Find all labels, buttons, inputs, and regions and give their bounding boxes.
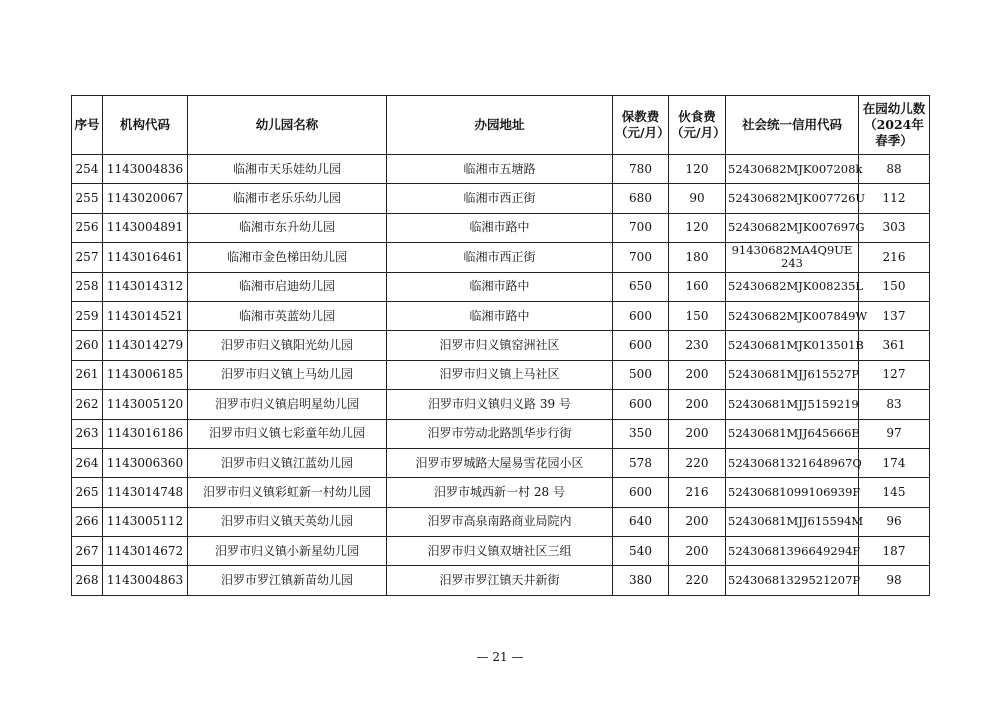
cell-credit: 52430682MJK007208k <box>726 155 859 184</box>
table-row <box>72 331 930 360</box>
cell-org-code: 1143004891 <box>103 213 188 242</box>
cell-children: 88 <box>859 155 930 184</box>
cell-tuition: 540 <box>613 537 669 566</box>
table-row <box>72 419 930 448</box>
cell-name: 汨罗市归义镇天英幼儿园 <box>188 507 387 536</box>
cell-address: 汨罗市劳动北路凯华步行街 <box>387 419 613 448</box>
cell-seq: 256 <box>72 213 103 242</box>
cell-org-code: 1143014672 <box>103 537 188 566</box>
cell-org-code: 1143020067 <box>103 184 188 213</box>
cell-meal: 220 <box>669 566 726 595</box>
cell-org-code: 1143004836 <box>103 155 188 184</box>
cell-seq: 264 <box>72 448 103 477</box>
cell-meal: 150 <box>669 301 726 330</box>
cell-name: 汨罗市归义镇彩虹新一村幼儿园 <box>188 478 387 507</box>
table-row <box>72 184 930 213</box>
cell-org-code: 1143016186 <box>103 419 188 448</box>
cell-meal: 200 <box>669 419 726 448</box>
cell-name: 汨罗市归义镇小新星幼儿园 <box>188 537 387 566</box>
table-row <box>72 507 930 536</box>
header-seq: 序号 <box>72 96 103 155</box>
cell-tuition: 650 <box>613 272 669 301</box>
cell-address: 汨罗市城西新一村 28 号 <box>387 478 613 507</box>
cell-name: 汨罗市归义镇上马幼儿园 <box>188 360 387 389</box>
cell-name: 汨罗市罗江镇新苗幼儿园 <box>188 566 387 595</box>
cell-children: 150 <box>859 272 930 301</box>
cell-name: 汨罗市归义镇阳光幼儿园 <box>188 331 387 360</box>
table-row <box>72 566 930 595</box>
cell-name: 临湘市天乐娃幼儿园 <box>188 155 387 184</box>
header-org-code: 机构代码 <box>103 96 188 155</box>
table-row <box>72 360 930 389</box>
table-row <box>72 243 930 272</box>
cell-credit: 52430681MJJ645666E <box>726 419 859 448</box>
cell-tuition: 680 <box>613 184 669 213</box>
cell-children: 96 <box>859 507 930 536</box>
cell-name: 临湘市老乐乐幼儿园 <box>188 184 387 213</box>
cell-children: 127 <box>859 360 930 389</box>
cell-seq: 255 <box>72 184 103 213</box>
cell-credit: 52430682MJK008235L <box>726 272 859 301</box>
cell-address: 汨罗市罗江镇天井新街 <box>387 566 613 595</box>
cell-seq: 260 <box>72 331 103 360</box>
cell-address: 临湘市路中 <box>387 301 613 330</box>
header-children: 在园幼儿数（2024年春季） <box>859 96 930 155</box>
cell-name: 汨罗市归义镇启明星幼儿园 <box>188 390 387 419</box>
cell-seq: 265 <box>72 478 103 507</box>
cell-tuition: 700 <box>613 213 669 242</box>
cell-address: 汨罗市归义镇上马社区 <box>387 360 613 389</box>
cell-tuition: 600 <box>613 390 669 419</box>
cell-org-code: 1143014312 <box>103 272 188 301</box>
cell-meal: 216 <box>669 478 726 507</box>
cell-credit: 52430681329521207P <box>726 566 859 595</box>
cell-meal: 160 <box>669 272 726 301</box>
cell-seq: 259 <box>72 301 103 330</box>
cell-meal: 200 <box>669 360 726 389</box>
cell-tuition: 600 <box>613 301 669 330</box>
cell-seq: 266 <box>72 507 103 536</box>
cell-address: 汨罗市归义镇双塘社区三组 <box>387 537 613 566</box>
cell-name: 临湘市启迪幼儿园 <box>188 272 387 301</box>
header-address: 办园地址 <box>387 96 613 155</box>
cell-org-code: 1143004863 <box>103 566 188 595</box>
cell-credit: 52430682MJK007849W <box>726 301 859 330</box>
kindergarten-table <box>71 95 930 596</box>
cell-children: 174 <box>859 448 930 477</box>
cell-credit: 52430681396649294F <box>726 537 859 566</box>
cell-tuition: 380 <box>613 566 669 595</box>
cell-tuition: 578 <box>613 448 669 477</box>
cell-name: 汨罗市归义镇江蓝幼儿园 <box>188 448 387 477</box>
cell-address: 汨罗市归义镇窑洲社区 <box>387 331 613 360</box>
cell-credit: 52430681MJJ5159219 <box>726 390 859 419</box>
cell-children: 112 <box>859 184 930 213</box>
cell-address: 汨罗市归义镇归义路 39 号 <box>387 390 613 419</box>
cell-children: 137 <box>859 301 930 330</box>
page-number: — 21 — <box>476 650 524 664</box>
table-row <box>72 537 930 566</box>
cell-tuition: 500 <box>613 360 669 389</box>
cell-seq: 258 <box>72 272 103 301</box>
header-credit: 社会统一信用代码 <box>726 96 859 155</box>
cell-name: 临湘市东升幼儿园 <box>188 213 387 242</box>
cell-meal: 90 <box>669 184 726 213</box>
cell-credit: 52430682MJK007726U <box>726 184 859 213</box>
cell-credit: 52430681321648967Q <box>726 448 859 477</box>
cell-meal: 220 <box>669 448 726 477</box>
cell-children: 303 <box>859 213 930 242</box>
cell-tuition: 600 <box>613 331 669 360</box>
cell-meal: 180 <box>669 243 726 272</box>
cell-address: 汨罗市高泉南路商业局院内 <box>387 507 613 536</box>
cell-address: 汨罗市罗城路大屋易雪花园小区 <box>387 448 613 477</box>
cell-org-code: 1143005120 <box>103 390 188 419</box>
table-body <box>72 155 930 596</box>
cell-meal: 120 <box>669 155 726 184</box>
header-tuition: 保教费（元/月） <box>613 96 669 155</box>
cell-seq: 262 <box>72 390 103 419</box>
table-row <box>72 213 930 242</box>
cell-tuition: 600 <box>613 478 669 507</box>
cell-org-code: 1143014279 <box>103 331 188 360</box>
cell-address: 临湘市西正街 <box>387 243 613 272</box>
table-row <box>72 390 930 419</box>
cell-credit: 52430681MJK013501B <box>726 331 859 360</box>
cell-children: 361 <box>859 331 930 360</box>
cell-name: 临湘市英蓝幼儿园 <box>188 301 387 330</box>
table-row <box>72 301 930 330</box>
cell-children: 83 <box>859 390 930 419</box>
cell-tuition: 640 <box>613 507 669 536</box>
cell-meal: 200 <box>669 390 726 419</box>
cell-credit: 52430681MJJ615527P <box>726 360 859 389</box>
cell-meal: 230 <box>669 331 726 360</box>
cell-seq: 263 <box>72 419 103 448</box>
cell-meal: 120 <box>669 213 726 242</box>
cell-seq: 254 <box>72 155 103 184</box>
cell-credit: 52430681099106939F <box>726 478 859 507</box>
table-row <box>72 272 930 301</box>
cell-children: 216 <box>859 243 930 272</box>
cell-credit: 91430682MA4Q9UE243 <box>726 243 859 272</box>
cell-org-code: 1143016461 <box>103 243 188 272</box>
table-header-row <box>72 96 930 155</box>
cell-meal: 200 <box>669 507 726 536</box>
header-name: 幼儿园名称 <box>188 96 387 155</box>
cell-seq: 261 <box>72 360 103 389</box>
cell-address: 临湘市西正街 <box>387 184 613 213</box>
cell-seq: 257 <box>72 243 103 272</box>
cell-address: 临湘市路中 <box>387 272 613 301</box>
cell-children: 97 <box>859 419 930 448</box>
cell-credit: 52430682MJK007697G <box>726 213 859 242</box>
cell-address: 临湘市路中 <box>387 213 613 242</box>
cell-children: 145 <box>859 478 930 507</box>
cell-address: 临湘市五塘路 <box>387 155 613 184</box>
cell-seq: 267 <box>72 537 103 566</box>
cell-org-code: 1143005112 <box>103 507 188 536</box>
cell-org-code: 1143014521 <box>103 301 188 330</box>
cell-tuition: 350 <box>613 419 669 448</box>
table-row <box>72 155 930 184</box>
table-row <box>72 478 930 507</box>
cell-tuition: 700 <box>613 243 669 272</box>
cell-seq: 268 <box>72 566 103 595</box>
table-row <box>72 448 930 477</box>
cell-org-code: 1143006185 <box>103 360 188 389</box>
cell-meal: 200 <box>669 537 726 566</box>
cell-name: 汨罗市归义镇七彩童年幼儿园 <box>188 419 387 448</box>
cell-org-code: 1143006360 <box>103 448 188 477</box>
cell-name: 临湘市金色梯田幼儿园 <box>188 243 387 272</box>
cell-tuition: 780 <box>613 155 669 184</box>
cell-children: 98 <box>859 566 930 595</box>
header-meal: 伙食费（元/月） <box>669 96 726 155</box>
cell-credit: 52430681MJJ615594M <box>726 507 859 536</box>
cell-children: 187 <box>859 537 930 566</box>
cell-org-code: 1143014748 <box>103 478 188 507</box>
